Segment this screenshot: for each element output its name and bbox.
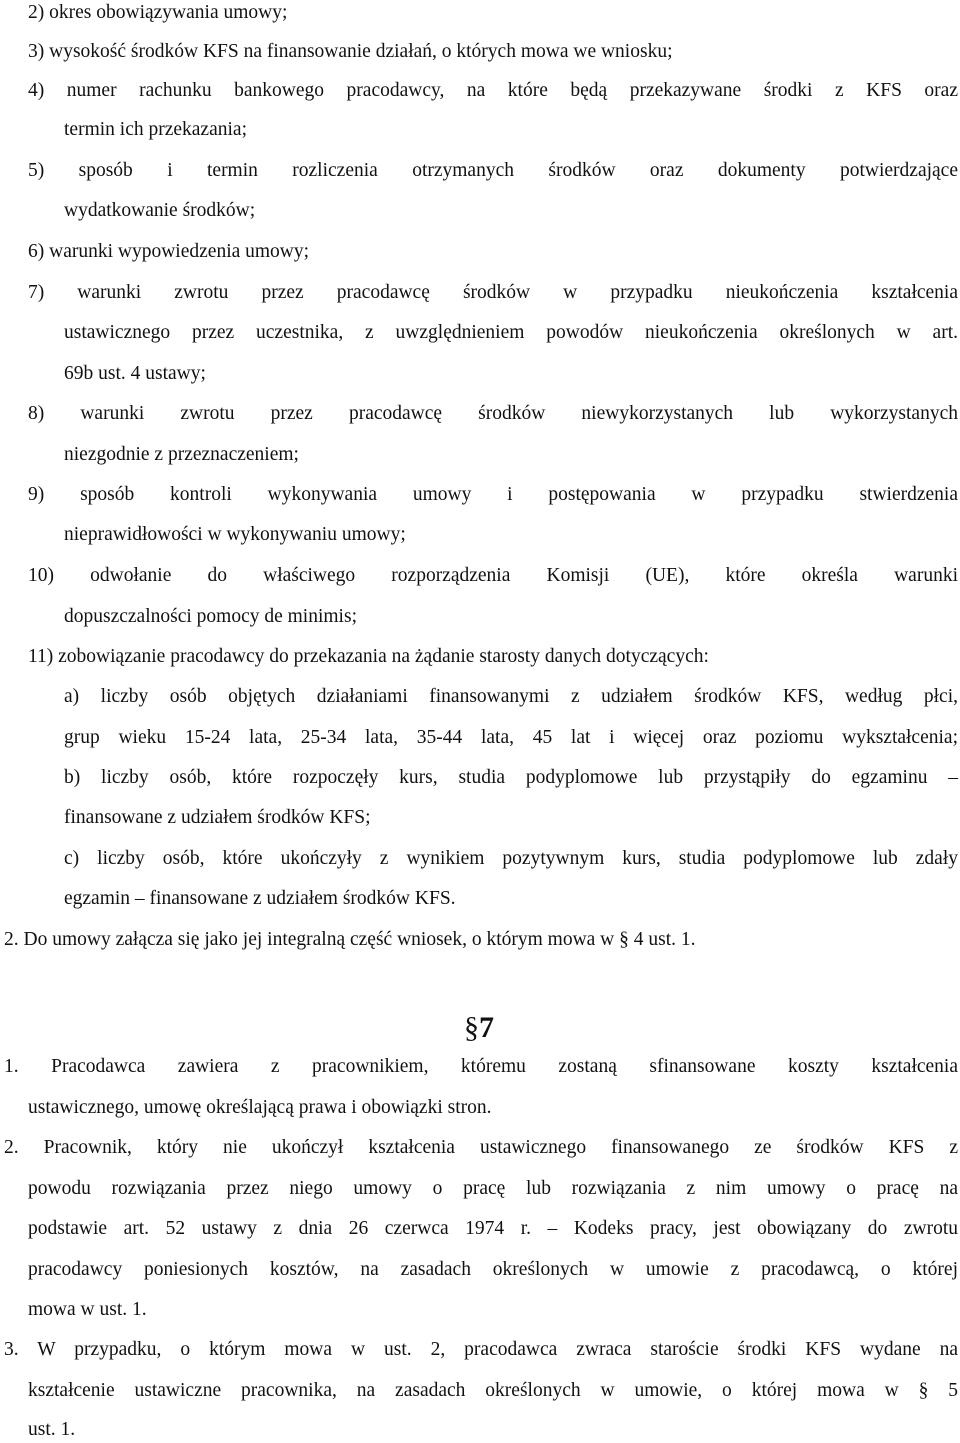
text-line: a) liczby osób objętych działaniami finansowanymi z udziałem środków KFS, według płci, bbox=[64, 686, 958, 707]
text-line: 10) odwołanie do właściwego rozporządzenia Komisji (UE), które określa warunki bbox=[28, 565, 958, 586]
text-line: 6) warunki wypowiedzenia umowy; bbox=[28, 241, 310, 262]
text-line: 8) warunki zwrotu przez pracodawcę środków niewykorzystanych lub wykorzystanych bbox=[28, 403, 958, 424]
text-line: 9) sposób kontroli wykonywania umowy i postępowania w przypadku stwierdzenia bbox=[28, 484, 958, 505]
text-line: 5) sposób i termin rozliczenia otrzymanych środków oraz dokumenty potwierdzające bbox=[28, 160, 958, 181]
text-line: termin ich przekazania; bbox=[64, 119, 247, 140]
text-line: ustawicznego, umowę określającą prawa i obowiązki stron. bbox=[28, 1097, 492, 1118]
section-symbol: § bbox=[464, 1011, 479, 1044]
text-line: pracodawcy poniesionych kosztów, na zasadach określonych w umowie z pracodawcą, o której bbox=[28, 1259, 958, 1280]
text-line: 3) wysokość środków KFS na finansowanie działań, o których mowa we wniosku; bbox=[28, 41, 673, 62]
text-line: grup wieku 15-24 lata, 25-34 lata, 35-44 lata, 45 lat i więcej oraz poziomu wykształcenia; bbox=[64, 727, 958, 748]
text-line: 1. Pracodawca zawiera z pracownikiem, któremu zostaną sfinansowane koszty kształcenia bbox=[4, 1056, 958, 1077]
text-line: niezgodnie z przeznaczeniem; bbox=[64, 444, 299, 465]
text-line: ustawicznego przez uczestnika, z uwzględnieniem powodów nieukończenia określonych w art. bbox=[64, 322, 958, 343]
text-line: wydatkowanie środków; bbox=[64, 200, 256, 221]
text-line: c) liczby osób, które ukończyły z wynikiem pozytywnym kurs, studia podyplomowe lub zdały bbox=[64, 848, 958, 869]
text-line: 2. Do umowy załącza się jako jej integralną część wniosek, o którym mowa w § 4 ust. 1. bbox=[4, 929, 696, 950]
text-line: 7) warunki zwrotu przez pracodawcę środków w przypadku nieukończenia kształcenia bbox=[28, 282, 958, 303]
text-line: 3. W przypadku, o którym mowa w ust. 2, pracodawca zwraca staroście środki KFS wydane na bbox=[4, 1339, 958, 1360]
text-line: podstawie art. 52 ustawy z dnia 26 czerwca 1974 r. – Kodeks pracy, jest obowiązany do zwrotu bbox=[28, 1218, 958, 1239]
text-line: kształcenie ustawiczne pracownika, na zasadach określonych w umowie, o której mowa w § 5 bbox=[28, 1380, 958, 1401]
section-number: 7 bbox=[479, 1011, 494, 1044]
text-line: ust. 1. bbox=[28, 1419, 76, 1440]
section-heading bbox=[464, 1010, 494, 1046]
text-line: 69b ust. 4 ustawy; bbox=[64, 363, 206, 384]
text-line: finansowane z udziałem środków KFS; bbox=[64, 807, 371, 828]
text-line: b) liczby osób, które rozpoczęły kurs, studia podyplomowe lub przystąpiły do egzaminu – bbox=[64, 767, 958, 788]
text-line: 2) okres obowiązywania umowy; bbox=[28, 2, 288, 23]
text-line: dopuszczalności pomocy de minimis; bbox=[64, 606, 357, 627]
text-line: 2. Pracownik, który nie ukończył kształcenia ustawicznego finansowanego ze środków KFS z bbox=[4, 1137, 958, 1158]
text-line: nieprawidłowości w wykonywaniu umowy; bbox=[64, 524, 406, 545]
text-line: mowa w ust. 1. bbox=[28, 1299, 147, 1320]
text-line: egzamin – finansowane z udziałem środków KFS. bbox=[64, 888, 456, 909]
text-line: powodu rozwiązania przez niego umowy o pracę lub rozwiązania z nim umowy o pracę na bbox=[28, 1178, 958, 1199]
text-line: 11) zobowiązanie pracodawcy do przekazania na żądanie starosty danych dotyczących: bbox=[28, 646, 709, 667]
text-line: 4) numer rachunku bankowego pracodawcy, na które będą przekazywane środki z KFS oraz bbox=[28, 80, 958, 101]
